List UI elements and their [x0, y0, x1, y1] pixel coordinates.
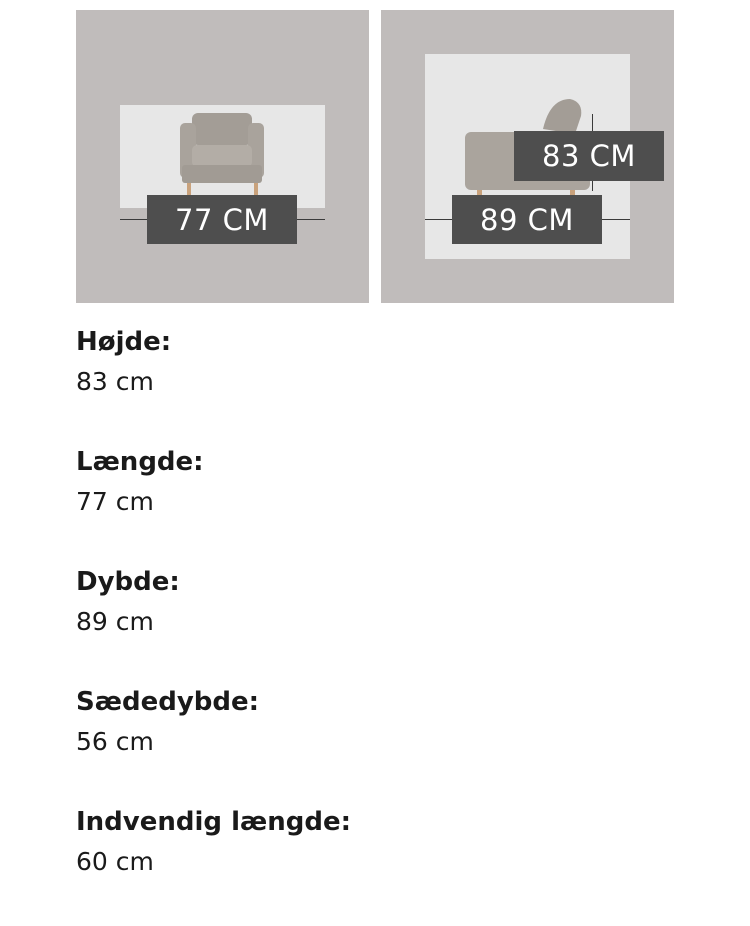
spec-length — [76, 442, 676, 562]
spec-label: Dybde: — [76, 567, 180, 597]
side-view-panel — [381, 10, 674, 303]
spec-seat-depth — [76, 682, 676, 802]
spec-depth — [76, 562, 676, 682]
spec-value: 89 cm — [76, 607, 154, 636]
dimensions-list — [76, 322, 676, 922]
spec-label: Højde: — [76, 327, 172, 357]
spec-height — [76, 322, 676, 442]
spec-label: Længde: — [76, 447, 204, 477]
spec-label: Indvendig længde: — [76, 807, 351, 837]
armchair-front-illustration — [120, 105, 325, 208]
spec-inner-length — [76, 802, 676, 922]
spec-value: 60 cm — [76, 847, 154, 876]
height-label: 83 CM — [514, 131, 664, 181]
spec-value: 56 cm — [76, 727, 154, 756]
width-label: 77 CM — [147, 195, 297, 244]
spec-value: 77 cm — [76, 487, 154, 516]
front-view-image — [120, 105, 325, 208]
spec-value: 83 cm — [76, 367, 154, 396]
spec-label: Sædedybde: — [76, 687, 260, 717]
front-view-panel — [76, 10, 369, 303]
depth-label: 89 CM — [452, 195, 602, 244]
